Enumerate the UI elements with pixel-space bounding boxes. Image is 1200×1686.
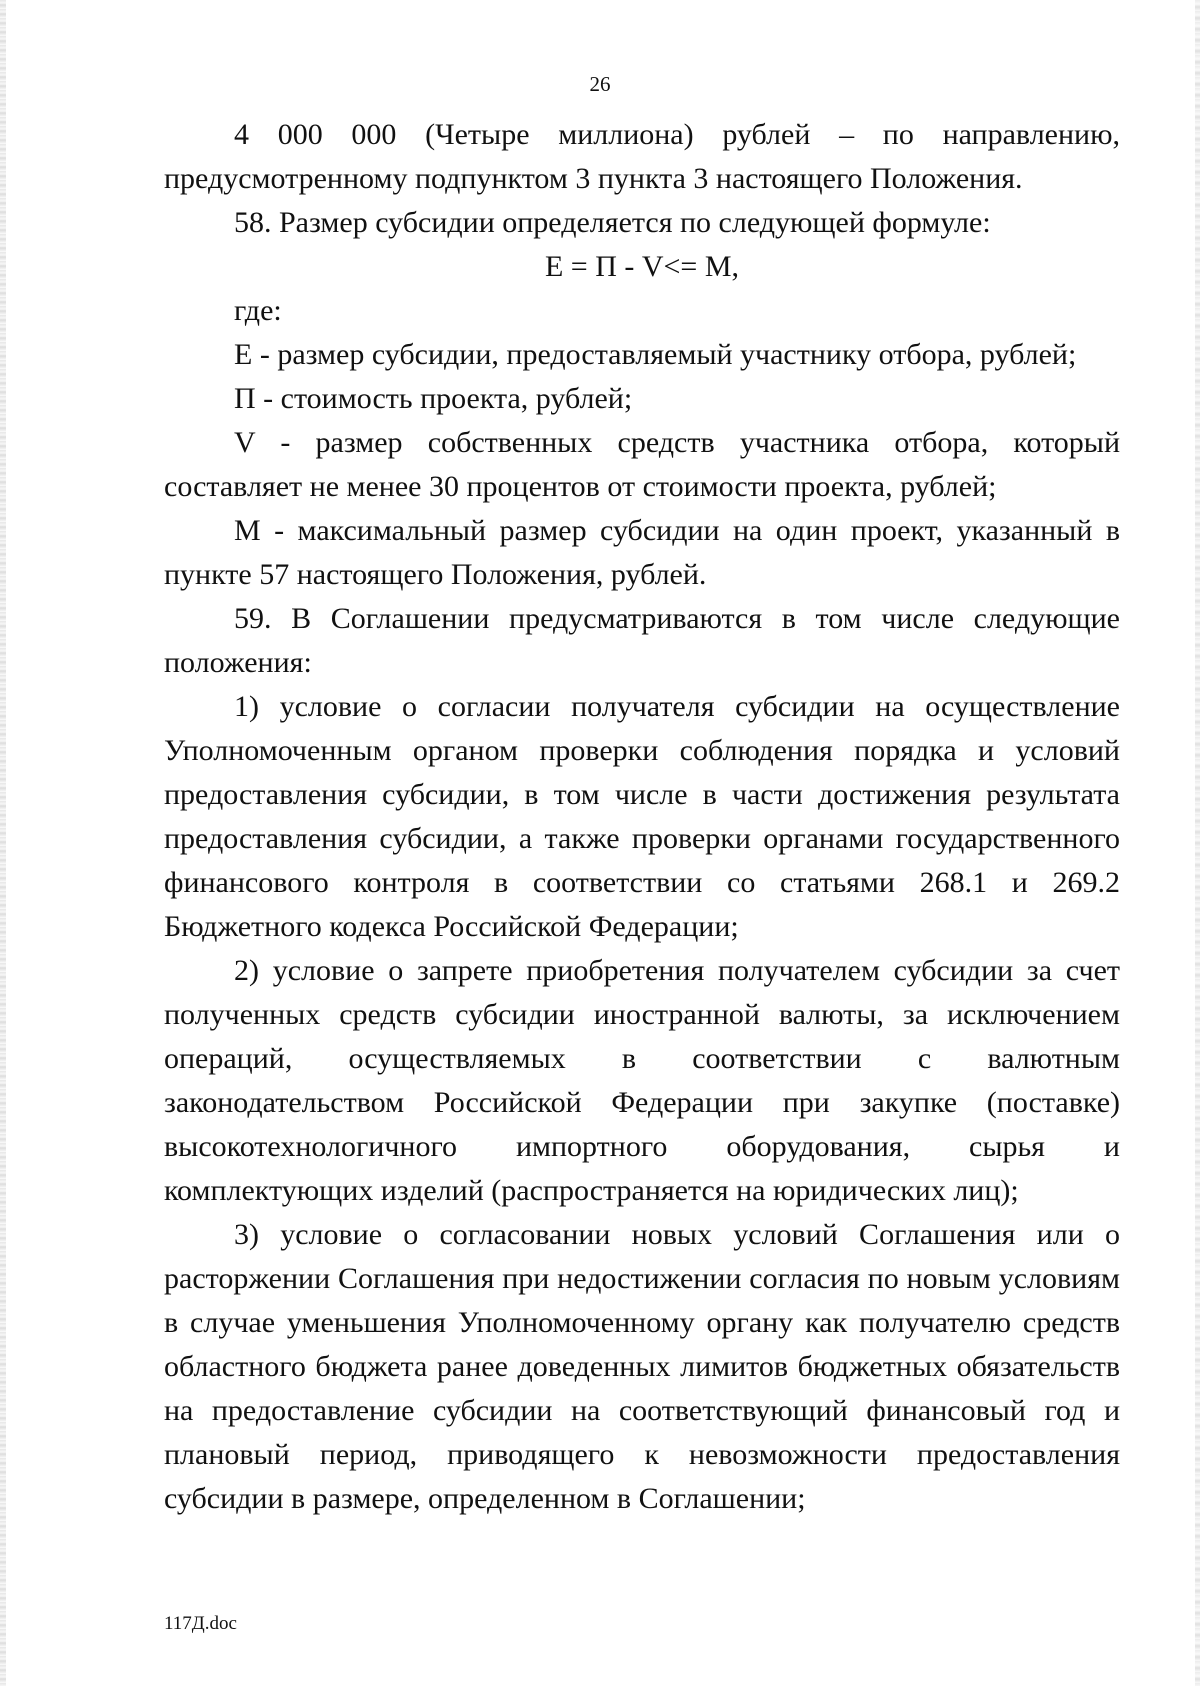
- paragraph-where: где:: [234, 294, 282, 327]
- list-item-1: 1) условие о согласии получателя субсидии на осуществление Уполномоченным органом проверки соблюдения порядка и условий предоставления субсидии, в том числе в части достижения результата предоставления субсидии, а также проверки органами государственного финансового контроля в соответствии со статьями 268.1 и 269.2 Бюджетного кодекса Российской Федерации;: [164, 690, 1120, 943]
- paragraph-59-heading: 59. В Соглашении предусматриваются в том числе следующие положения:: [164, 602, 1120, 679]
- definition-e: E - размер субсидии, предоставляемый участнику отбора, рублей;: [234, 338, 1077, 371]
- scan-edge-right: [1195, 0, 1200, 1686]
- paragraph-58-heading: 58. Размер субсидии определяется по следующей формуле:: [234, 206, 991, 239]
- page-number: 26: [589, 72, 611, 96]
- paragraph-amount-4000000: 4 000 000 (Четыре миллиона) рублей – по направлению, предусмотренному подпунктом 3 пункта 3 настоящего Положения.: [164, 118, 1120, 195]
- subsidy-formula: E = П - V<= M,: [544, 250, 740, 283]
- scan-edge-left: [0, 0, 6, 1686]
- definition-v: V - размер собственных средств участника отбора, который составляет не менее 30 процентов от стоимости проекта, рублей;: [164, 426, 1120, 503]
- document-body: [164, 113, 1120, 1521]
- list-item-2: 2) условие о запрете приобретения получателем субсидии за счет полученных средств субсидии иностранной валюты, за исключением операций, осуществляемых в соответствии с валютным законодательством Российской Федерации при закупке (поставке) высокотехнологичного импортного оборудования, сырья и комплектующих изделий (распространяется на юридических лиц);: [164, 954, 1120, 1207]
- footer-filename: 117Д.doc: [164, 1613, 237, 1634]
- list-item-3: 3) условие о согласовании новых условий Соглашения или о расторжении Соглашения при недостижении согласия по новым условиям в случае уменьшения Уполномоченному органу как получателю средств областного бюджета ранее доведенных лимитов бюджетных обязательств на предоставление субсидии на соответствующий финансовый год и плановый период, приводящего к невозможности предоставления субсидии в размере, определенном в Соглашении;: [164, 1218, 1120, 1515]
- definition-p: П - стоимость проекта, рублей;: [234, 382, 633, 415]
- definition-m: М - максимальный размер субсидии на один проект, указанный в пункте 57 настоящего Положения, рублей.: [164, 514, 1120, 591]
